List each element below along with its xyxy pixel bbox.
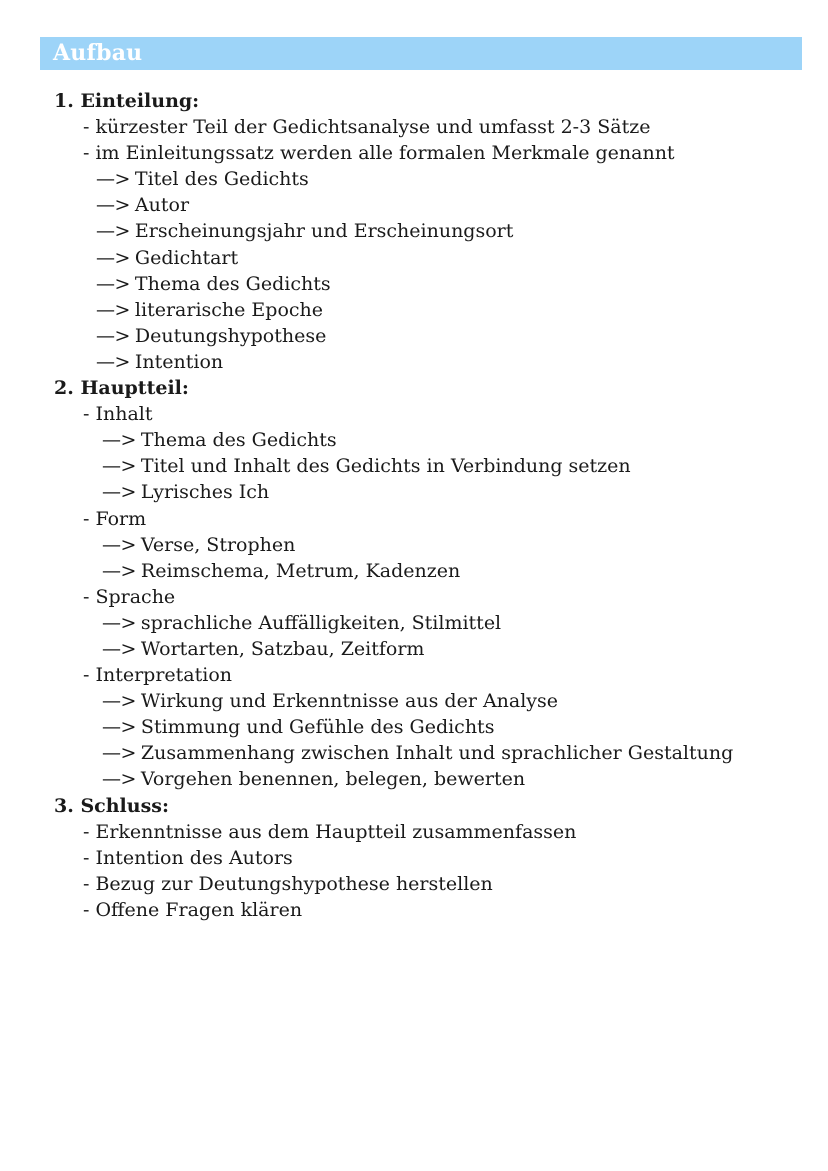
arrow-list-item xyxy=(54,636,814,662)
header-bar xyxy=(40,37,802,70)
arrow-list-item xyxy=(54,297,814,323)
bullet-item: - Erkenntnisse aus dem Hauptteil zusammenfassen xyxy=(83,820,577,843)
arrow-list-item xyxy=(54,166,814,192)
arrow-item-text: Autor xyxy=(134,194,190,217)
arrow-item-text: Deutungshypothese xyxy=(134,324,327,347)
subsection-label-inhalt: - Inhalt xyxy=(83,403,153,426)
arrow-list-item xyxy=(54,245,814,271)
bullet-item: - Offene Fragen klären xyxy=(83,898,303,921)
arrow-icon: —> xyxy=(96,324,130,347)
section-heading-einleitung: 1. Einteilung: xyxy=(54,90,200,112)
arrow-icon: —> xyxy=(102,481,136,504)
arrow-list-item xyxy=(54,453,814,479)
arrow-item-text: Wortarten, Satzbau, Zeitform xyxy=(140,637,425,660)
arrow-item-text: Lyrisches Ich xyxy=(140,481,270,504)
arrow-item-text: Thema des Gedichts xyxy=(140,429,337,452)
bullet-item: - im Einleitungssatz werden alle formalen Merkmale genannt xyxy=(83,142,675,165)
arrow-icon: —> xyxy=(102,429,136,452)
arrow-list-item xyxy=(54,479,814,505)
arrow-item-text: Titel und Inhalt des Gedichts in Verbindung setzen xyxy=(140,455,631,478)
arrow-list-item xyxy=(54,192,814,218)
arrow-icon: —> xyxy=(102,768,136,791)
arrow-item-text: Gedichtart xyxy=(134,246,239,269)
bullet-item: - kürzester Teil der Gedichtsanalyse und umfasst 2-3 Sätze xyxy=(83,116,651,139)
arrow-item-text: sprachliche Auffälligkeiten, Stilmittel xyxy=(140,611,502,634)
arrow-item-text: literarische Epoche xyxy=(134,298,324,321)
arrow-list-item xyxy=(54,714,814,740)
arrow-item-text: Intention xyxy=(134,350,224,373)
arrow-item-text: Verse, Strophen xyxy=(140,533,296,556)
arrow-icon: —> xyxy=(96,298,130,321)
arrow-list-item xyxy=(54,688,814,714)
arrow-item-text: Stimmung und Gefühle des Gedichts xyxy=(140,716,495,739)
arrow-icon: —> xyxy=(102,611,136,634)
arrow-item-text: Titel des Gedichts xyxy=(134,168,309,191)
arrow-list-item xyxy=(54,532,814,558)
section-heading-schluss: 3. Schluss: xyxy=(54,794,169,817)
arrow-icon: —> xyxy=(102,637,136,660)
arrow-list-item xyxy=(54,610,814,636)
section-heading-hauptteil: 2. Hauptteil: xyxy=(54,377,189,400)
arrow-item-text: Reimschema, Metrum, Kadenzen xyxy=(140,559,461,582)
arrow-list-item xyxy=(54,766,814,792)
arrow-item-text: Wirkung und Erkenntnisse aus der Analyse xyxy=(140,690,559,713)
subsection-label-form: - Form xyxy=(83,507,147,530)
arrow-icon: —> xyxy=(96,194,130,217)
arrow-icon: —> xyxy=(102,690,136,713)
outline xyxy=(54,88,814,923)
arrow-icon: —> xyxy=(102,455,136,478)
arrow-list-item xyxy=(54,323,814,349)
arrow-icon: —> xyxy=(96,350,130,373)
bullet-item: - Intention des Autors xyxy=(83,846,293,869)
arrow-icon: —> xyxy=(102,559,136,582)
arrow-icon: —> xyxy=(102,742,136,765)
arrow-list-item xyxy=(54,427,814,453)
arrow-item-text: Zusammenhang zwischen Inhalt und sprachlicher Gestaltung xyxy=(140,742,734,765)
bullet-item: - Bezug zur Deutungshypothese herstellen xyxy=(83,872,493,895)
arrow-list-item xyxy=(54,349,814,375)
arrow-item-text: Erscheinungsjahr und Erscheinungsort xyxy=(134,220,514,243)
page-title: Aufbau xyxy=(53,40,143,66)
arrow-item-text: Vorgehen benennen, belegen, bewerten xyxy=(140,768,526,791)
subsection-label-interpretation: - Interpretation xyxy=(83,664,233,687)
arrow-icon: —> xyxy=(96,246,130,269)
subsection-label-sprache: - Sprache xyxy=(83,585,176,608)
arrow-icon: —> xyxy=(96,168,130,191)
arrow-list-item xyxy=(54,271,814,297)
arrow-item-text: Thema des Gedichts xyxy=(134,272,331,295)
arrow-icon: —> xyxy=(96,272,130,295)
arrow-list-item xyxy=(54,558,814,584)
arrow-icon: —> xyxy=(96,220,130,243)
arrow-icon: —> xyxy=(102,716,136,739)
arrow-icon: —> xyxy=(102,533,136,556)
arrow-list-item xyxy=(54,740,814,766)
arrow-list-item xyxy=(54,218,814,244)
